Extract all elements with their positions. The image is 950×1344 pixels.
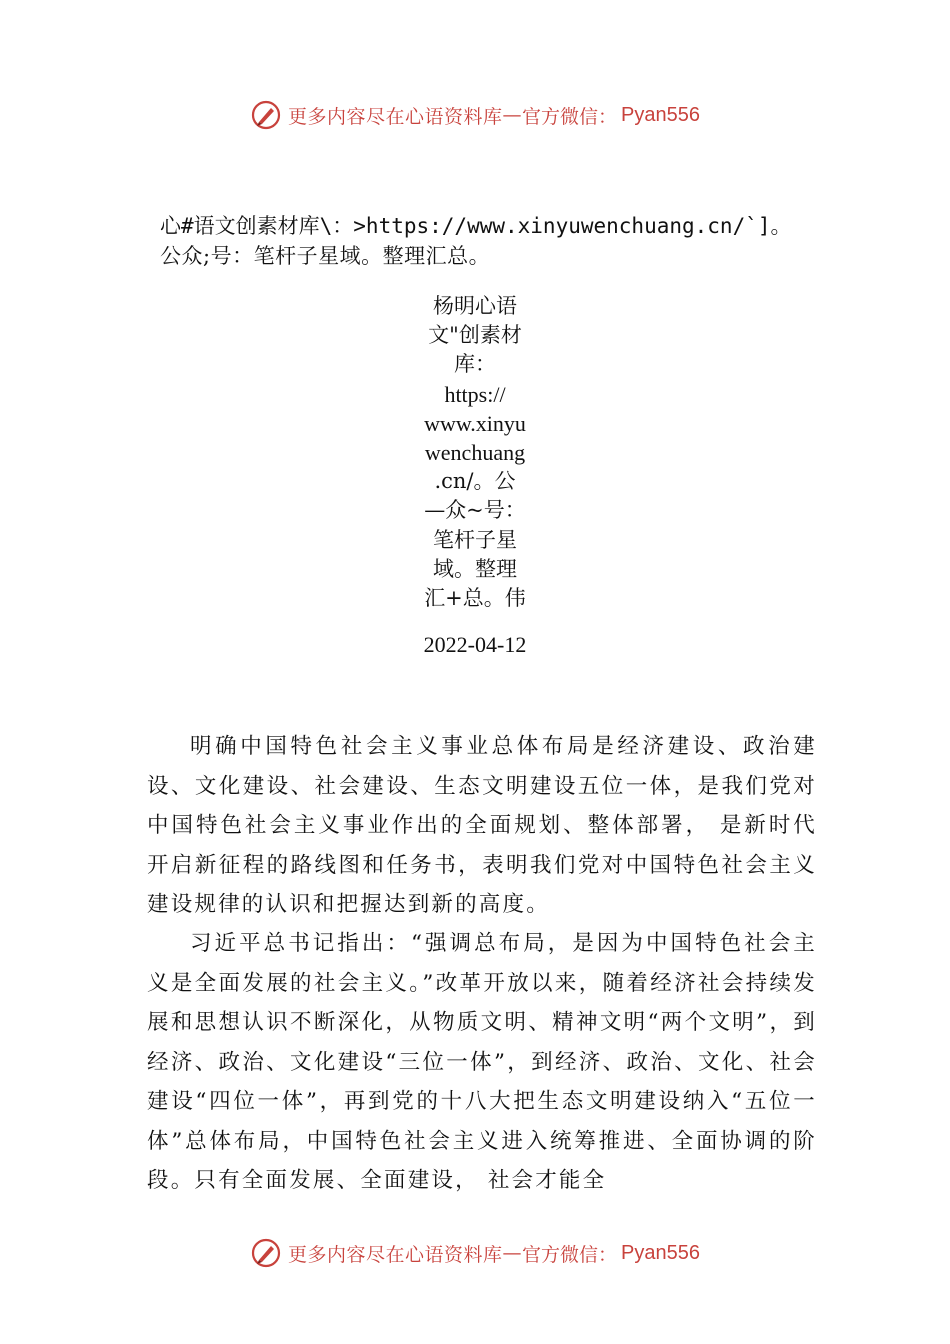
paragraph-text: 习近平总书记指出：“强调总布局，是因为中国特色社会主义是全面发展的社会主义。”改革开放以来，随着经济社会持续发展和思想认识不断深化，从物质文明、精神文明“两个文明”，到经济、政治、文化建设“三位一体”，到经济、政治、文化、社会建设“四位一体”，再到党的十八大把生态文明建设纳入“五位一体”总体布局，中国特色社会主义进入统筹推进、全面协调的阶段。只有全面发展、全面建设， 社会才能全: [147, 931, 817, 1193]
column-line: https://: [444, 381, 506, 407]
body-paragraph-1: [147, 727, 817, 925]
publish-date: 2022-04-12: [423, 632, 527, 657]
pen-logo-icon: [250, 99, 282, 131]
column-line: 杨明心语: [433, 294, 517, 318]
column-line: www.xinyu: [424, 410, 526, 436]
header-watermark-banner: [0, 95, 950, 135]
column-line: 汇+总。伟: [424, 585, 526, 610]
source-line-1: 心#语文创素材库\：>https://www.xinyuwenchuang.cn/`]。: [160, 214, 792, 238]
source-line-2: 公众;号：笔杆子星域。整理汇总。: [160, 244, 491, 268]
column-line: 笔杆子星: [433, 527, 517, 552]
banner-wechat-id: Pyan556: [621, 103, 700, 126]
column-line: wenchuang: [424, 439, 526, 465]
footer-watermark-banner: [0, 1233, 950, 1273]
banner-wechat-label: 官方微信：: [522, 105, 618, 128]
column-line: .cn/。公: [434, 469, 516, 494]
paragraph-text: 明确中国特色社会主义事业总体布局是经济建设、政治建设、文化建设、社会建设、生态文明建设五位一体，是我们党对中国特色社会主义事业作出的全面规划、整体部署， 是新时代开启新征程的路线图和任务书，表明我们党对中国特色社会主义建设规律的认识和把握达到新的高度。: [147, 734, 817, 917]
banner-dash: —: [502, 1242, 523, 1264]
column-line: —众~号：: [424, 498, 526, 523]
body-paragraph-2: [147, 924, 817, 1201]
column-line: 域。整理: [433, 556, 517, 581]
banner-slogan: 更多内容尽在心语资料库: [288, 1243, 503, 1266]
column-line: 库：: [454, 352, 496, 377]
banner-dash: —: [502, 104, 523, 126]
column-line: 文"创素材: [428, 323, 522, 348]
pen-logo-icon: [250, 1237, 282, 1269]
banner-wechat-label: 官方微信：: [522, 1243, 618, 1266]
banner-slogan: 更多内容尽在心语资料库: [288, 105, 503, 128]
source-column: [410, 292, 540, 613]
banner-wechat-id: Pyan556: [621, 1241, 700, 1264]
